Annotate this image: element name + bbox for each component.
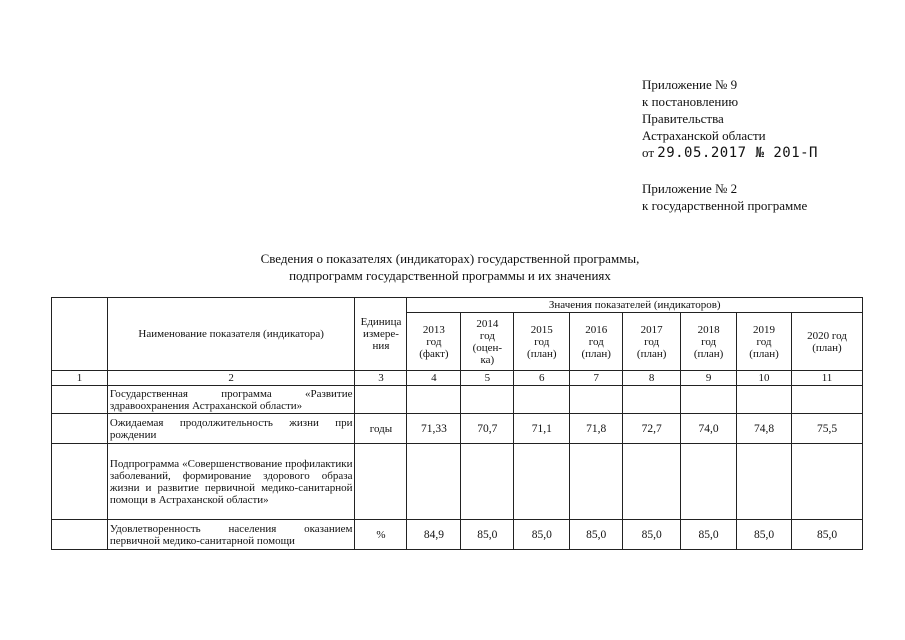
header-row-1 xyxy=(52,298,863,313)
title-line-1: Сведения о показателях (индикаторах) государственной программы, xyxy=(260,251,640,266)
row-value-cell: 74,8 xyxy=(737,414,792,444)
col-number: 4 xyxy=(407,371,461,386)
col-number: 10 xyxy=(737,371,792,386)
table-row xyxy=(52,414,863,444)
header-year-2014: 2014 год (оцен- ка) xyxy=(461,313,514,371)
table-row xyxy=(52,386,863,414)
col-number: 7 xyxy=(570,371,623,386)
col-number: 3 xyxy=(355,371,407,386)
row-value-cell xyxy=(623,386,681,414)
table-row xyxy=(52,444,863,520)
row-value-cell: 85,0 xyxy=(737,520,792,550)
row-value-cell xyxy=(461,444,514,520)
header-unit-cell: Единица измере-ния xyxy=(355,298,407,371)
header-values-group: Значения показателей (индикаторов) xyxy=(407,298,863,313)
row-value-cell: 85,0 xyxy=(570,520,623,550)
column-numbers-row xyxy=(52,371,863,386)
row-value-cell: 85,0 xyxy=(623,520,681,550)
row-num-cell xyxy=(52,444,108,520)
row-value-cell: 72,7 xyxy=(623,414,681,444)
row-value-cell: 84,9 xyxy=(407,520,461,550)
annex-9-block xyxy=(642,76,818,162)
header-year-2017: 2017 год (план) xyxy=(623,313,681,371)
row-value-cell: 85,0 xyxy=(792,520,863,550)
row-value-cell: 71,33 xyxy=(407,414,461,444)
row-value-cell xyxy=(792,444,863,520)
row-value-cell: 71,8 xyxy=(570,414,623,444)
row-unit-cell xyxy=(355,444,407,520)
row-value-cell xyxy=(407,444,461,520)
row-unit-cell: годы xyxy=(355,414,407,444)
row-value-cell xyxy=(681,386,737,414)
row-unit-cell: % xyxy=(355,520,407,550)
header-year-2018: 2018 год (план) xyxy=(681,313,737,371)
header-year-2019: 2019 год (план) xyxy=(737,313,792,371)
annex-9-line-2: к постановлению xyxy=(642,94,739,109)
row-value-cell: 70,7 xyxy=(461,414,514,444)
header-num-cell xyxy=(52,298,108,371)
row-value-cell xyxy=(461,386,514,414)
col-number: 2 xyxy=(107,371,355,386)
row-value-cell: 85,0 xyxy=(514,520,570,550)
col-number: 8 xyxy=(623,371,681,386)
row-unit-cell xyxy=(355,386,407,414)
row-value-cell: 74,0 xyxy=(681,414,737,444)
row-name-cell: Удовлетворенность населения оказанием первичной медико-санитарной помощи xyxy=(107,520,355,550)
header-name-cell: Наименование показателя (индикатора) xyxy=(107,298,355,371)
row-name-cell: Государственная программа «Развитие здравоохранения Астраханской области» xyxy=(107,386,355,414)
indicators-table xyxy=(51,297,863,550)
annex-9-title: Приложение № 9 xyxy=(642,77,738,92)
row-value-cell: 85,0 xyxy=(681,520,737,550)
annex-2-title: Приложение № 2 xyxy=(642,181,738,196)
row-value-cell xyxy=(570,444,623,520)
header-year-2020: 2020 год (план) xyxy=(792,313,863,371)
header-year-2013: 2013 год (факт) xyxy=(407,313,461,371)
annex-9-line-3: Правительства xyxy=(642,111,724,126)
col-number: 6 xyxy=(514,371,570,386)
document-title xyxy=(150,250,750,284)
row-value-cell: 85,0 xyxy=(461,520,514,550)
row-value-cell xyxy=(737,386,792,414)
col-number: 9 xyxy=(681,371,737,386)
row-value-cell xyxy=(407,386,461,414)
row-value-cell: 71,1 xyxy=(514,414,570,444)
title-line-2: подпрограмм государственной программы и их значениях xyxy=(289,268,611,283)
row-num-cell xyxy=(52,520,108,550)
header-year-2015: 2015 год (план) xyxy=(514,313,570,371)
col-number: 5 xyxy=(461,371,514,386)
col-number: 11 xyxy=(792,371,863,386)
annex-9-date-line xyxy=(642,144,818,162)
handwritten-date-number: 29.05.2017 № 201-П xyxy=(657,145,818,161)
row-num-cell xyxy=(52,386,108,414)
row-value-cell xyxy=(514,444,570,520)
header-year-2016: 2016 год (план) xyxy=(570,313,623,371)
row-name-cell: Ожидаемая продолжительность жизни при рождении xyxy=(107,414,355,444)
row-value-cell xyxy=(570,386,623,414)
row-value-cell xyxy=(681,444,737,520)
row-name-cell: Подпрограмма «Совершенствование профилактики заболеваний, формирование здорового образа жизни и развитие первичной медико-санитарной помощи в Астраханской области» xyxy=(107,444,355,520)
date-prefix: от xyxy=(642,145,655,160)
row-value-cell xyxy=(792,386,863,414)
row-value-cell: 75,5 xyxy=(792,414,863,444)
row-value-cell xyxy=(623,444,681,520)
col-number: 1 xyxy=(52,371,108,386)
row-num-cell xyxy=(52,414,108,444)
row-value-cell xyxy=(514,386,570,414)
annex-2-block xyxy=(642,180,807,214)
annex-2-line-2: к государственной программе xyxy=(642,198,808,213)
row-value-cell xyxy=(737,444,792,520)
annex-9-line-4: Астраханской области xyxy=(642,128,766,143)
table-row xyxy=(52,520,863,550)
